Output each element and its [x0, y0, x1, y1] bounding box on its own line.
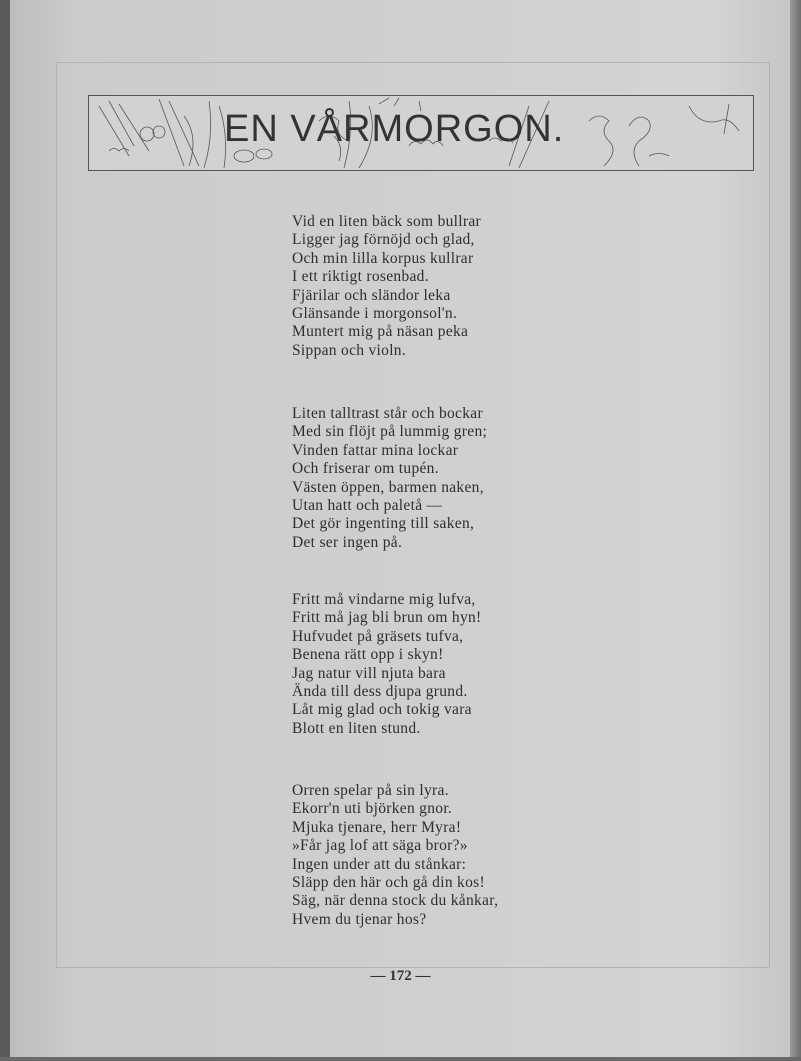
page-edge-shadow	[790, 0, 801, 1061]
stanza-1	[292, 213, 552, 360]
page-number: — 172 —	[370, 968, 431, 984]
poem-title: EN VÅRMORGON.	[224, 108, 565, 150]
poem-line: Ända till dess djupa grund.	[292, 683, 468, 701]
page-bottom-edge	[0, 1057, 801, 1061]
poem-line: Ingen under att du stånkar:	[292, 855, 467, 873]
poem-line: »Får jag lof att säga bror?»	[292, 837, 468, 855]
poem-line: Vinden fattar mina lockar	[292, 441, 459, 459]
stanza-4	[292, 782, 552, 929]
poem-line: Sippan och violn.	[292, 341, 407, 359]
poem-line: Blott en liten stund.	[292, 719, 421, 737]
poem-line: Muntert mig på näsan peka	[292, 323, 469, 341]
poem-line: Hvem du tjenar hos?	[292, 910, 427, 928]
poem-line: Mjuka tjenare, herr Myra!	[292, 818, 462, 836]
poem-line: Orren spelar på sin lyra.	[292, 782, 449, 799]
poem-line: Fritt må vindarne mig lufva,	[292, 591, 476, 608]
poem-line: Utan hatt och paletå —	[292, 497, 443, 515]
stanza-2	[292, 405, 552, 552]
poem-line: Släpp den här och gå din kos!	[292, 874, 485, 892]
poem-line: Låt mig glad och tokig vara	[292, 701, 472, 719]
poem-line: Det gör ingenting till saken,	[292, 515, 475, 533]
poem-line: Benena rätt opp i skyn!	[292, 646, 444, 664]
poem-line: Ligger jag förnöjd och glad,	[292, 231, 475, 249]
poem-line: Det ser ingen på.	[292, 533, 403, 551]
poem-line: Västen öppen, barmen naken,	[292, 478, 484, 496]
poem-line: I ett riktigt rosenbad.	[292, 268, 429, 286]
poem-line: Fritt må jag bli brun om hyn!	[292, 609, 482, 627]
poem-line: Vid en liten bäck som bullrar	[292, 213, 481, 230]
poem-line: Liten talltrast står och bockar	[292, 405, 483, 422]
poem-line: Säg, när denna stock du kånkar,	[292, 892, 499, 910]
title-banner-illustration	[88, 95, 754, 171]
poem-line: Och min lilla korpus kullrar	[292, 249, 474, 267]
stanza-3	[292, 591, 552, 738]
poem-line: Jag natur vill njuta bara	[292, 664, 446, 682]
poem-line: Fjärilar och sländor leka	[292, 286, 451, 304]
poem-line: Med sin flöjt på lummig gren;	[292, 423, 488, 441]
poem-line: Och friserar om tupén.	[292, 460, 439, 478]
poem-line: Ekorr'n uti björken gnor.	[292, 800, 453, 818]
poem-line: Hufvudet på gräsets tufva,	[292, 627, 464, 645]
poem-line: Glänsande i morgonsol'n.	[292, 305, 458, 323]
